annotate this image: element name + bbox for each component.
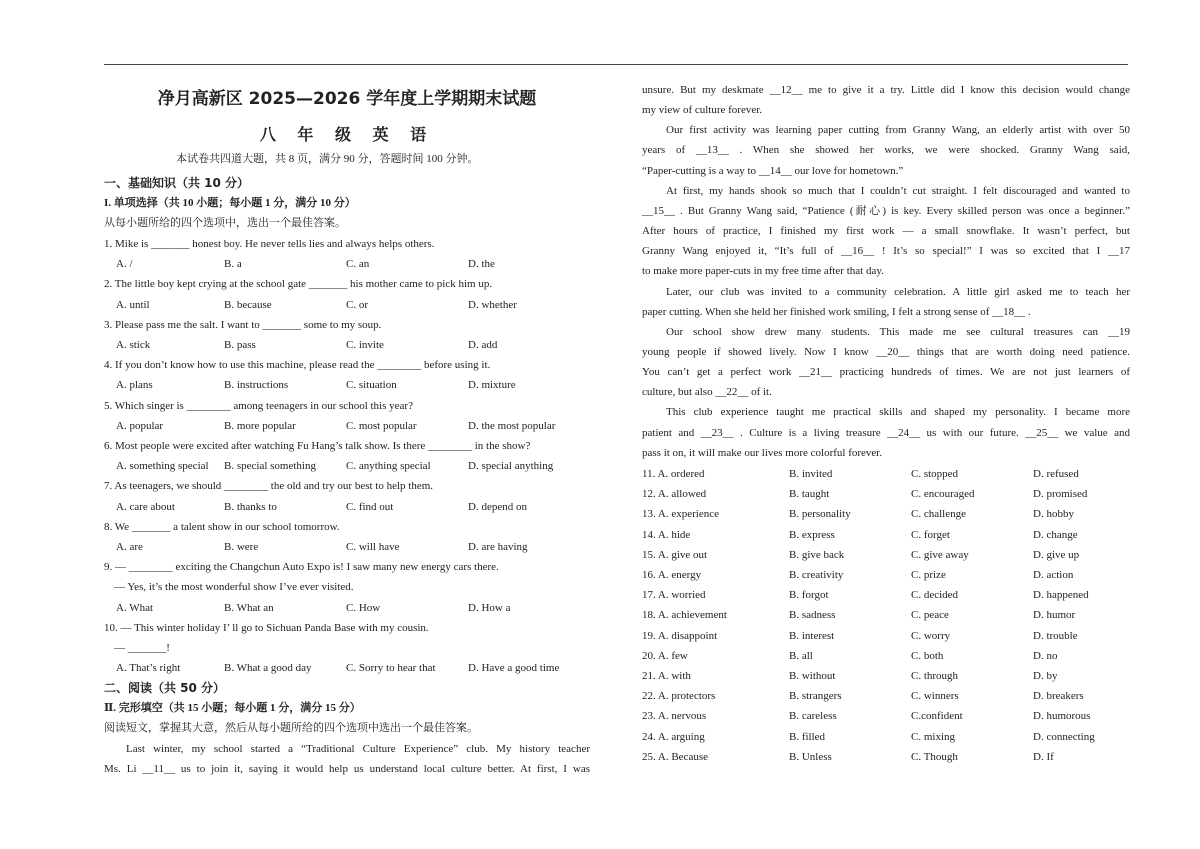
passage-line: At first, my hands shook so much that I couldn’t cut straight. I felt discouraged and wanted to <box>666 184 1130 197</box>
top-rule <box>104 64 1128 65</box>
answer-option: A. care about <box>116 500 175 513</box>
exam-note: 本试卷共四道大题，共 8 页，满分 90 分，答题时间 100 分钟。 <box>176 153 479 165</box>
passage-line: After hours of practice, I finished my first work — a small snowflake. It wasn’t perfect, but <box>642 225 1130 238</box>
section2-part-heading: Ⅱ. 完形填空（共 15 小题；每小题 1 分，满分 15 分） <box>104 702 361 714</box>
section2-instruction: 阅读短文，掌握其大意，然后从每小题所给的四个选项中选出一个最佳答案。 <box>104 722 478 734</box>
cloze-option: D. promised <box>1033 488 1088 501</box>
cloze-option: D. connecting <box>1033 730 1095 743</box>
passage-line: patient and __23__ . Culture is a living treasure __24__ us with our future. __25__ we value and <box>642 426 1130 439</box>
passage-line: Our school show drew many students. This made me see cultural treasures can __19 <box>666 325 1130 338</box>
cloze-option: C. prize <box>911 569 946 581</box>
answer-option: D. Have a good time <box>468 662 560 675</box>
question-stem: 6. Most people were excited after watching Fu Hang’s talk show. Is there ________ in the show? <box>104 440 531 452</box>
answer-option: A. something special <box>116 460 209 473</box>
cloze-option: 16. A. energy <box>642 569 702 581</box>
answer-option: C. find out <box>346 500 394 513</box>
cloze-option: B. forgot <box>789 589 829 602</box>
answer-option: C. or <box>346 298 368 311</box>
answer-option: D. the most popular <box>468 419 556 432</box>
answer-option: A. What <box>116 601 154 614</box>
answer-option: B. more popular <box>224 419 296 432</box>
cloze-option: B. express <box>789 528 835 541</box>
cloze-option: B. taught <box>789 488 830 501</box>
cloze-option: D. happened <box>1033 589 1089 602</box>
answer-option: D. How a <box>468 601 511 614</box>
cloze-option: B. filled <box>789 730 826 743</box>
answer-option: C. most popular <box>346 419 417 432</box>
cloze-option: C. mixing <box>911 730 956 743</box>
cloze-option: C. challenge <box>911 508 966 521</box>
cloze-option: D. refused <box>1033 468 1079 480</box>
answer-option: D. the <box>468 258 495 271</box>
passage-line: You can’t get a perfect work __21__ practicing hundreds of times. We are not just learners of <box>642 366 1130 379</box>
answer-option: B. pass <box>224 339 256 351</box>
passage-line: “Paper-cutting is a way to __14__ our love for hometown.” <box>642 164 904 177</box>
question-stem: 10. — This winter holiday I’ ll go to Sichuan Panda Base with my cousin. <box>104 621 429 634</box>
question-stem: 8. We _______ a talent show in our school tomorrow. <box>104 520 340 533</box>
cloze-option: D. change <box>1033 528 1078 541</box>
question-stem: 9. — ________ exciting the Changchun Auto Expo is! I saw many new energy cars there. <box>104 561 499 574</box>
question-stem: 7. As teenagers, we should ________ the old and try our best to help them. <box>104 480 434 493</box>
cloze-option: C. winners <box>911 690 959 703</box>
section1-instruction: 从每小题所给的四个选项中，选出一个最佳答案。 <box>104 217 346 229</box>
cloze-option: 22. A. protectors <box>642 690 716 703</box>
passage-line: Ms. Li __11__ us to join it, saying it would help us understand local culture better. At first, I was <box>104 763 590 775</box>
passage-line: years of __13__ . When she showed her works, we were shocked. Granny Wang said, <box>642 144 1130 157</box>
answer-option: C. will have <box>346 541 400 553</box>
passage-line: young people if showed lively. Now I know __20__ things that are worth doing need patience. <box>642 345 1130 358</box>
answer-option: C. invite <box>346 339 384 351</box>
answer-option: A. until <box>116 298 150 311</box>
answer-option: A. / <box>116 258 133 271</box>
answer-option: B. What an <box>224 601 274 614</box>
cloze-option: C. decided <box>911 589 959 602</box>
passage-line: Granny Wang enjoyed it, “It’s full of __16__ ! It’s so special!” I was so excited that I __17 <box>642 245 1130 258</box>
passage-line: culture, but also __22__ of it. <box>642 386 772 399</box>
exam-subtitle: 八 年 级 英 语 <box>259 125 435 144</box>
answer-option: B. What a good day <box>224 662 312 675</box>
question-stem: 2. The little boy kept crying at the school gate _______ his mother came to pick him up. <box>104 278 493 291</box>
cloze-option: 13. A. experience <box>642 508 719 521</box>
answer-option: B. special something <box>224 460 316 473</box>
answer-option: D. whether <box>468 298 517 311</box>
answer-option: B. were <box>224 541 259 553</box>
passage-line: to make more paper-cuts in my free time after that day. <box>642 265 884 278</box>
cloze-option: D. humor <box>1033 609 1076 622</box>
question-stem: 3. Please pass me the salt. I want to _______ some to my soup. <box>104 318 382 331</box>
cloze-option: B. Unless <box>789 750 832 763</box>
section2-heading: 二、阅读（共 50 分） <box>104 681 226 695</box>
cloze-option: D. by <box>1033 670 1058 682</box>
cloze-option: D. humorous <box>1033 710 1091 723</box>
answer-option: A. stick <box>116 339 151 351</box>
answer-option: B. a <box>224 258 242 271</box>
answer-option: B. because <box>224 298 272 311</box>
question-stem: 4. If you don’t know how to use this machine, please read the ________ before using it. <box>104 359 491 372</box>
cloze-option: C. give away <box>911 548 969 561</box>
cloze-option: B. careless <box>789 710 837 723</box>
cloze-option: B. personality <box>789 508 851 521</box>
answer-option: C. Sorry to hear that <box>346 662 436 675</box>
answer-option: C. How <box>346 601 381 614</box>
section1-heading: 一、基础知识（共 10 分） <box>104 176 250 190</box>
answer-option: D. special anything <box>468 460 554 473</box>
cloze-option: 24. A. arguing <box>642 730 705 743</box>
cloze-option: 23. A. nervous <box>642 710 707 723</box>
answer-option: C. situation <box>346 379 397 392</box>
cloze-option: C. encouraged <box>911 488 975 501</box>
cloze-option: D. hobby <box>1033 508 1074 521</box>
cloze-option: B. all <box>789 649 813 662</box>
cloze-option: 15. A. give out <box>642 548 708 561</box>
answer-option: D. are having <box>468 541 528 553</box>
cloze-option: D. If <box>1033 750 1054 763</box>
answer-option: A. plans <box>116 379 153 392</box>
cloze-option: D. no <box>1033 649 1058 662</box>
cloze-option: C. forget <box>911 528 950 541</box>
passage-line: unsure. But my deskmate __12__ me to give it a try. Little did I know this decision would change <box>642 84 1130 96</box>
answer-option: B. instructions <box>224 379 289 392</box>
cloze-option: C. through <box>911 670 959 682</box>
cloze-option: 18. A. achievement <box>642 609 727 622</box>
cloze-option: B. give back <box>789 548 845 561</box>
passage-line: __15__ . But Granny Wang said, “Patience (耐心) is key. Every skilled person was once a beginner.” <box>642 204 1130 217</box>
cloze-option: 14. A. hide <box>642 528 691 541</box>
passage-line: paper cutting. When she held her finished work smiling, I felt a strong sense of __18__ . <box>642 305 1031 318</box>
cloze-option: D. trouble <box>1033 629 1078 642</box>
cloze-option: C. both <box>911 649 944 662</box>
passage-line: my view of culture forever. <box>642 104 763 117</box>
cloze-option: B. sadness <box>789 609 836 622</box>
cloze-option: D. action <box>1033 569 1074 581</box>
cloze-option: C.confident <box>911 710 963 723</box>
exam-title: 净月高新区 2025—2026 学年度上学期期末试题 <box>157 89 537 109</box>
cloze-option: B. strangers <box>789 690 842 703</box>
cloze-option: C. worry <box>911 629 951 642</box>
question-stem: 1. Mike is _______ honest boy. He never tells lies and always helps others. <box>104 238 435 250</box>
section1-part-heading: I. 单项选择（共 10 小题；每小题 1 分，满分 10 分） <box>104 197 356 209</box>
passage-line: Later, our club was invited to a community celebration. A little girl asked me to teach her <box>666 285 1130 298</box>
cloze-option: 19. A. disappoint <box>642 629 718 642</box>
cloze-option: C. peace <box>911 609 949 622</box>
cloze-option: D. breakers <box>1033 690 1084 703</box>
cloze-option: D. give up <box>1033 548 1080 561</box>
cloze-option: C. stopped <box>911 468 959 480</box>
cloze-option: B. interest <box>789 629 835 642</box>
answer-option: D. add <box>468 339 498 351</box>
answer-option: D. depend on <box>468 500 527 513</box>
cloze-option: C. Though <box>911 750 958 763</box>
cloze-option: 11. A. ordered <box>642 468 705 480</box>
passage-line: pass it on, it will make our lives more colorful forever. <box>642 446 883 459</box>
answer-option: D. mixture <box>468 379 516 392</box>
cloze-option: 20. A. few <box>642 649 688 662</box>
question-stem: 5. Which singer is ________ among teenagers in our school this year? <box>104 399 413 412</box>
cloze-option: 12. A. allowed <box>642 488 707 501</box>
cloze-option: B. creativity <box>789 569 844 581</box>
answer-option: A. That’s right <box>116 662 181 675</box>
passage-line: Our first activity was learning paper cutting from Granny Wang, an elderly artist with over 50 <box>666 124 1130 137</box>
cloze-option: B. invited <box>789 468 833 480</box>
answer-option: C. an <box>346 258 370 271</box>
cloze-option: 25. A. Because <box>642 750 708 763</box>
question-stem-reply: — _______! <box>114 642 170 654</box>
answer-option: A. popular <box>116 419 164 432</box>
cloze-option: B. without <box>789 670 836 682</box>
answer-option: C. anything special <box>346 460 431 473</box>
question-stem-reply: — Yes, it’s the most wonderful show I’ve ever visited. <box>114 581 354 594</box>
passage-line: This club experience taught me practical skills and shaped my personality. I became more <box>666 406 1130 419</box>
passage-line: Last winter, my school started a “Traditional Culture Experience” club. My history teacher <box>126 743 590 755</box>
answer-option: A. are <box>116 541 143 553</box>
answer-option: B. thanks to <box>224 500 277 513</box>
cloze-option: 21. A. with <box>642 670 691 682</box>
cloze-option: 17. A. worried <box>642 589 706 602</box>
